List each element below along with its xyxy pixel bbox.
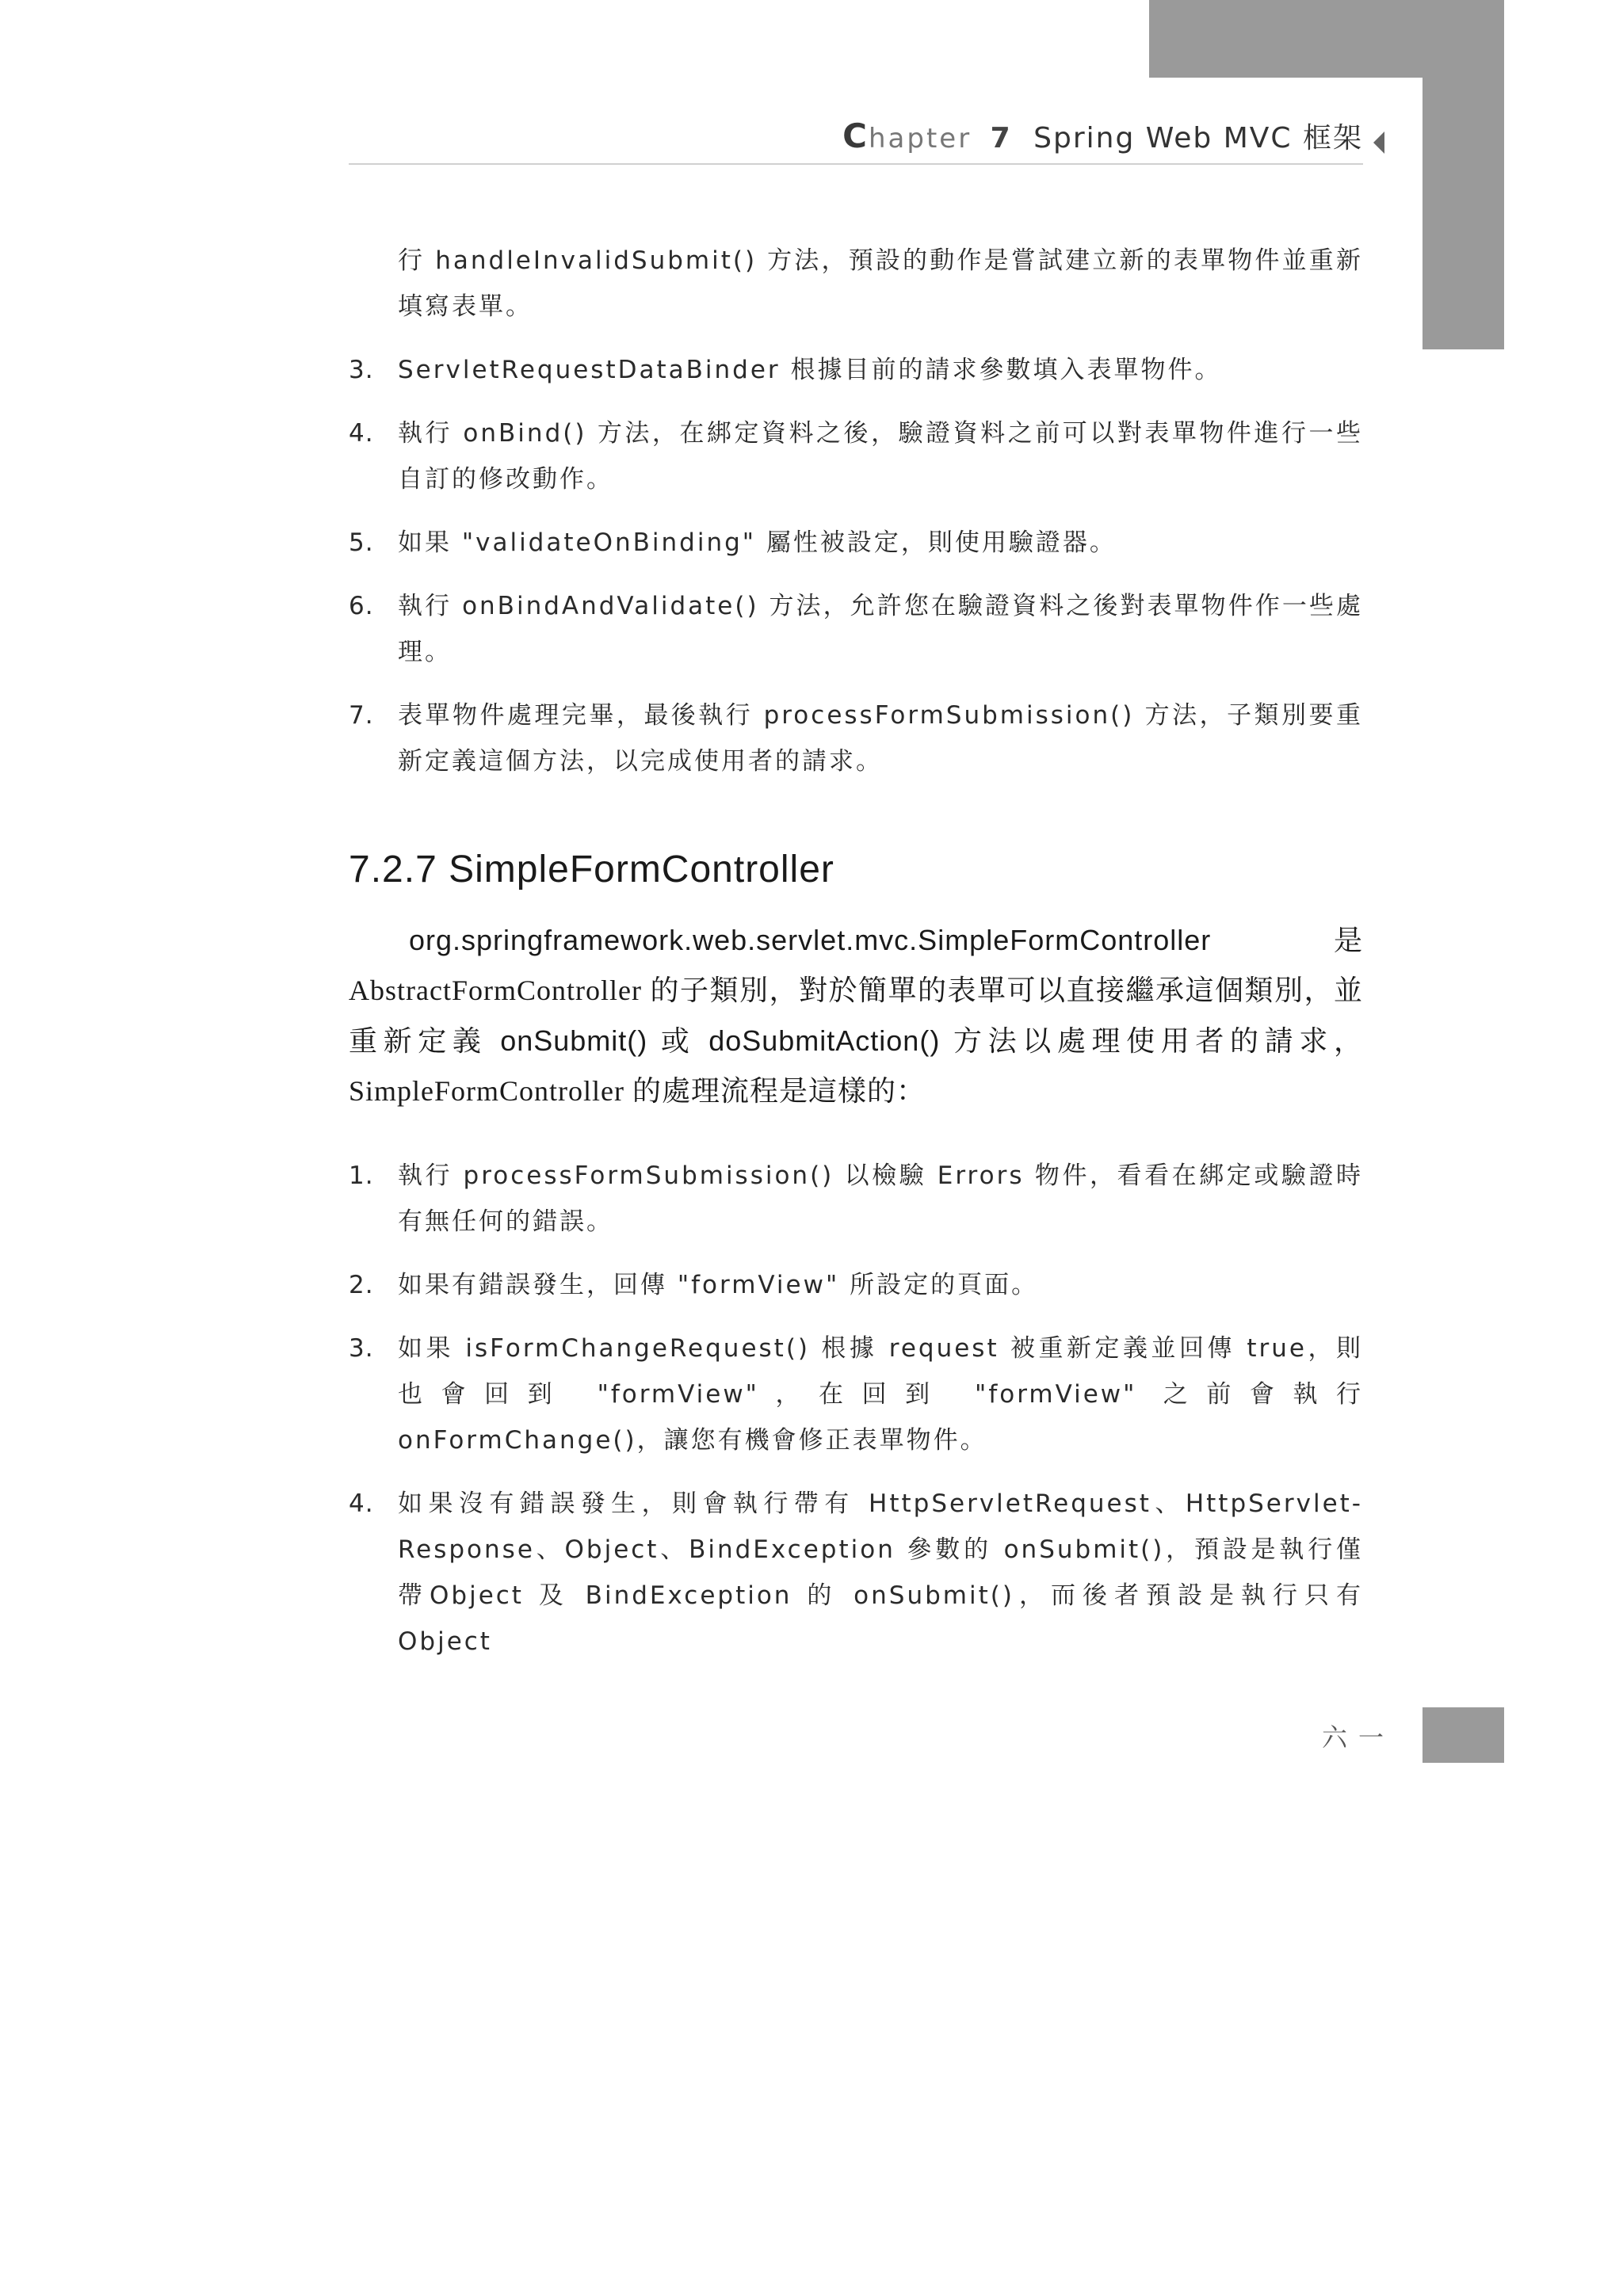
body-paragraph	[349, 915, 1363, 1116]
list-text: ServletRequestDataBinder 根據目前的請求參數填入表單物件。	[398, 356, 1222, 384]
page-number: 六一	[1322, 1722, 1396, 1753]
class-name: org.springframework.web.servlet.mvc.SimpleFormController	[409, 924, 1212, 956]
list-number: 2.	[349, 1271, 374, 1299]
list-item	[349, 1325, 1363, 1463]
section-heading: 7.2.7 SimpleFormController	[349, 849, 834, 891]
list-item	[349, 583, 1363, 675]
list-item	[349, 238, 1363, 330]
list-text: 表單物件處理完畢，最後執行 processFormSubmission() 方法，子類別要重新定義這個方法，以完成使用者的請求。	[398, 701, 1363, 776]
list-number: 6.	[349, 592, 374, 620]
chapter-word: hapter	[869, 123, 972, 154]
list-text: 執行 processFormSubmission() 以檢驗 Errors 物件，看看在綁定或驗證時有無任何的錯誤。	[398, 1161, 1363, 1236]
list-number: 3.	[349, 1334, 374, 1363]
list-text: 如果有錯誤發生，回傳 "formView" 所設定的頁面。	[398, 1271, 1039, 1299]
list-number: 1.	[349, 1161, 374, 1190]
list-text: 如果沒有錯誤發生，則會執行帶有 HttpServletRequest、HttpServlet-Response、Object、BindException 參數的 onSubmit()，預設是執行僅帶Object 及 BindException 的 onSubmit()，而後者預設是執行只有 Object	[398, 1489, 1363, 1656]
page-content	[349, 238, 1363, 1682]
header-divider	[349, 163, 1363, 165]
list-item	[349, 692, 1363, 784]
list-item	[349, 1262, 1363, 1308]
list-text: 執行 onBind() 方法，在綁定資料之後，驗證資料之前可以對表單物件進行一些自訂的修改動作。	[398, 419, 1363, 494]
list-number: 7.	[349, 701, 374, 730]
list-item	[349, 1153, 1363, 1245]
side-edge-tab	[1423, 78, 1504, 349]
list-item	[349, 1481, 1363, 1665]
chapter-initial: C	[842, 116, 869, 155]
chapter-title: Spring Web MVC 框架	[1033, 122, 1363, 154]
bottom-edge-tab	[1423, 1707, 1504, 1763]
paragraph-text: 方法以處理使用者的請求，SimpleFormController 的處理流程是這樣的：	[349, 1025, 1363, 1107]
header-arrow-icon	[1373, 132, 1384, 154]
list-text: 執行 onBindAndValidate() 方法，允許您在驗證資料之後對表單物件作一些處理。	[398, 592, 1363, 666]
top-edge-tab	[1149, 0, 1504, 78]
list-number: 4.	[349, 419, 374, 448]
list-number: 5.	[349, 528, 374, 557]
list-item	[349, 410, 1363, 502]
running-header	[349, 116, 1363, 160]
method-name: doSubmitAction()	[708, 1024, 941, 1057]
list-text: 如果 "validateOnBinding" 屬性被設定，則使用驗證器。	[398, 528, 1117, 557]
chapter-number: 7	[990, 122, 1012, 154]
list-number: 3.	[349, 356, 374, 384]
method-name: onSubmit()	[500, 1024, 648, 1057]
paragraph-text: 或	[647, 1025, 709, 1057]
list-text: 行 handleInvalidSubmit() 方法，預設的動作是嘗試建立新的表單物件並重新填寫表單。	[398, 246, 1363, 321]
list-item	[349, 520, 1363, 566]
paragraph-text: 是AbstractFormController 的子類別，對於簡單的表單可以直接繼承這個類別，並重新定義	[349, 925, 1363, 1057]
list-text: 如果 isFormChangeRequest() 根據 request 被重新定義並回傳 true，則也會回到 "formView"，在回到 "formView" 之前會執行 onFormChange()，讓您有機會修正表單物件。	[398, 1334, 1363, 1455]
list-item	[349, 347, 1363, 393]
list-number: 4.	[349, 1489, 374, 1518]
